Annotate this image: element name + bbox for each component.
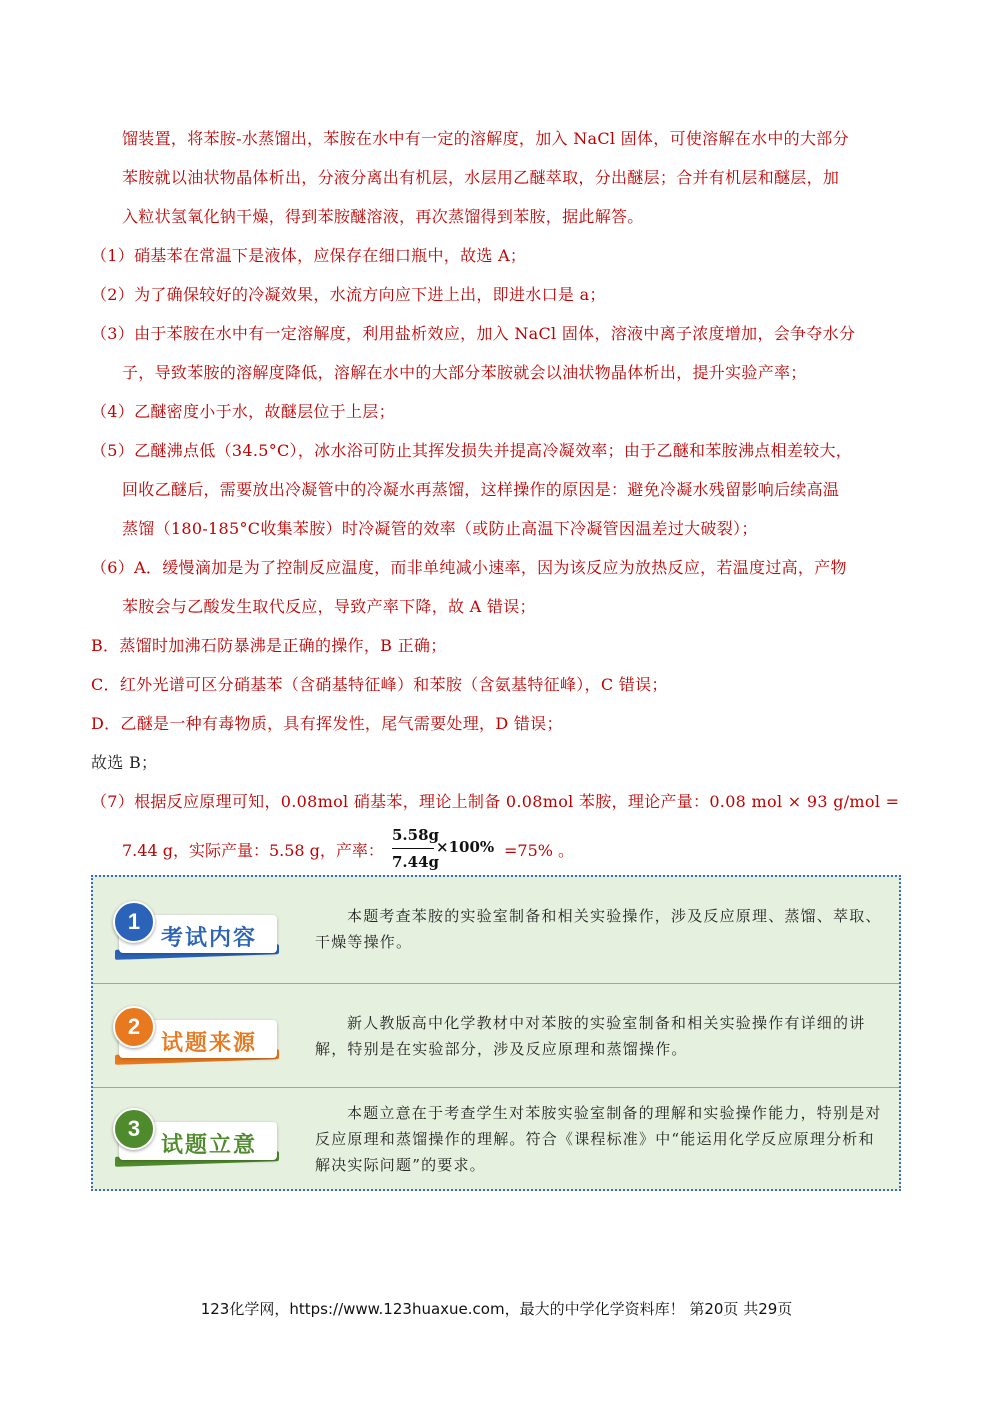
fraction-bar — [392, 848, 434, 849]
answer-part-4: （4）乙醚密度小于水，故醚层位于上层； — [91, 402, 395, 421]
answer-part-3-cont: 子，导致苯胺的溶解度降低，溶解在水中的大部分苯胺就会以油状物晶体析出，提升实验产率； — [122, 363, 807, 382]
answer-part-5-cont: 回收乙醚后，需要放出冷凝管中的冷凝水再蒸馏，这样操作的原因是：避免冷凝水残留影响后续高温 — [122, 480, 840, 499]
fraction-multiplier: ×100% — [436, 838, 495, 856]
answer-part-1: （1）硝基苯在常温下是液体，应保存在细口瓶中，故选 A； — [91, 246, 527, 265]
badge-label: 试题立意 — [161, 1133, 258, 1158]
answer-part-6-cont: 苯胺会与乙酸发生取代反应，导致产率下降，故 A 错误； — [122, 597, 536, 616]
option-b: B．蒸馏时加沸石防暴沸是正确的操作，B 正确； — [91, 636, 447, 655]
badge-label: 试题来源 — [161, 1031, 258, 1056]
analysis-row-exam-content — [93, 877, 899, 983]
number-badge-icon: 3 — [113, 1108, 155, 1150]
page-footer: 123化学网，https://www.123huaxue.com，最大的中学化学资料库！ 第20页 共29页 — [200, 1300, 793, 1318]
choice-conclusion: 故选 B； — [91, 753, 158, 772]
badge-intent — [113, 1108, 281, 1170]
analysis-row-intent — [93, 1087, 899, 1190]
analysis-content: 本题立意在于考查学生对苯胺实验室制备的理解和实验操作能力，特别是对反应原理和蒸馏操作的理解。符合《课程标准》中“能运用化学反应原理分析和解决实际问题”的要求。 — [315, 1104, 882, 1174]
fraction-denominator: 7.44g — [392, 853, 440, 871]
analysis-box — [91, 875, 901, 1191]
solution-text-line: 苯胺就以油状物晶体析出，分液分离出有机层，水层用乙醚萃取，分出醚层；合并有机层和醚层，加 — [122, 168, 840, 187]
answer-part-2: （2）为了确保较好的冷凝效果，水流方向应下进上出，即进水口是 a； — [91, 285, 606, 304]
analysis-row-source — [93, 983, 899, 1088]
option-d: D．乙醚是一种有毒物质，具有挥发性，尾气需要处理，D 错误； — [91, 714, 563, 733]
fraction-numerator: 5.58g — [392, 826, 440, 844]
badge-source — [113, 1006, 281, 1068]
solution-text-line: 馏装置，将苯胺-水蒸馏出，苯胺在水中有一定的溶解度，加入 NaCl 固体，可使溶解在水中的大部分 — [122, 129, 849, 148]
answer-part-5-cont: 蒸馏（180-185°C收集苯胺）时冷凝管的效率（或防止高温下冷凝管因温差过大破裂）； — [122, 519, 758, 538]
answer-part-5: （5）乙醚沸点低（34.5°C），冰水浴可防止其挥发损失并提高冷凝效率；由于乙醚和苯胺沸点相差较大， — [91, 441, 853, 460]
yield-prefix: 7.44 g，实际产量：5.58 g，产率： — [122, 841, 384, 860]
number-badge-icon: 1 — [113, 901, 155, 943]
answer-part-3: （3）由于苯胺在水中有一定溶解度，利用盐析效应，加入 NaCl 固体，溶液中离子浓度增加，会争夺水分 — [91, 324, 856, 343]
answer-part-7: （7）根据反应原理可知，0.08mol 硝基苯，理论上制备 0.08mol 苯胺，理论产量：0.08 mol × 93 g/mol = — [91, 792, 900, 811]
badge-label: 考试内容 — [161, 926, 258, 951]
option-c: C．红外光谱可区分硝基苯（含硝基特征峰）和苯胺（含氨基特征峰），C 错误； — [91, 675, 668, 694]
badge-exam-content — [113, 901, 281, 963]
yield-fraction — [392, 824, 440, 873]
number-badge-icon: 2 — [113, 1006, 155, 1048]
analysis-content: 新人教版高中化学教材中对苯胺的实验室制备和相关实验操作有详细的讲解，特别是在实验部分，涉及反应原理和蒸馏操作。 — [315, 1014, 866, 1058]
yield-result: =75% 。 — [504, 841, 575, 860]
analysis-content: 本题考查苯胺的实验室制备和相关实验操作，涉及反应原理、蒸馏、萃取、干燥等操作。 — [315, 907, 882, 951]
answer-part-6: （6）A．缓慢滴加是为了控制反应温度，而非单纯减小速率，因为该反应为放热反应，若温度过高，产物 — [91, 558, 847, 577]
solution-text-line: 入粒状氢氧化钠干燥，得到苯胺醚溶液，再次蒸馏得到苯胺，据此解答。 — [122, 207, 644, 226]
